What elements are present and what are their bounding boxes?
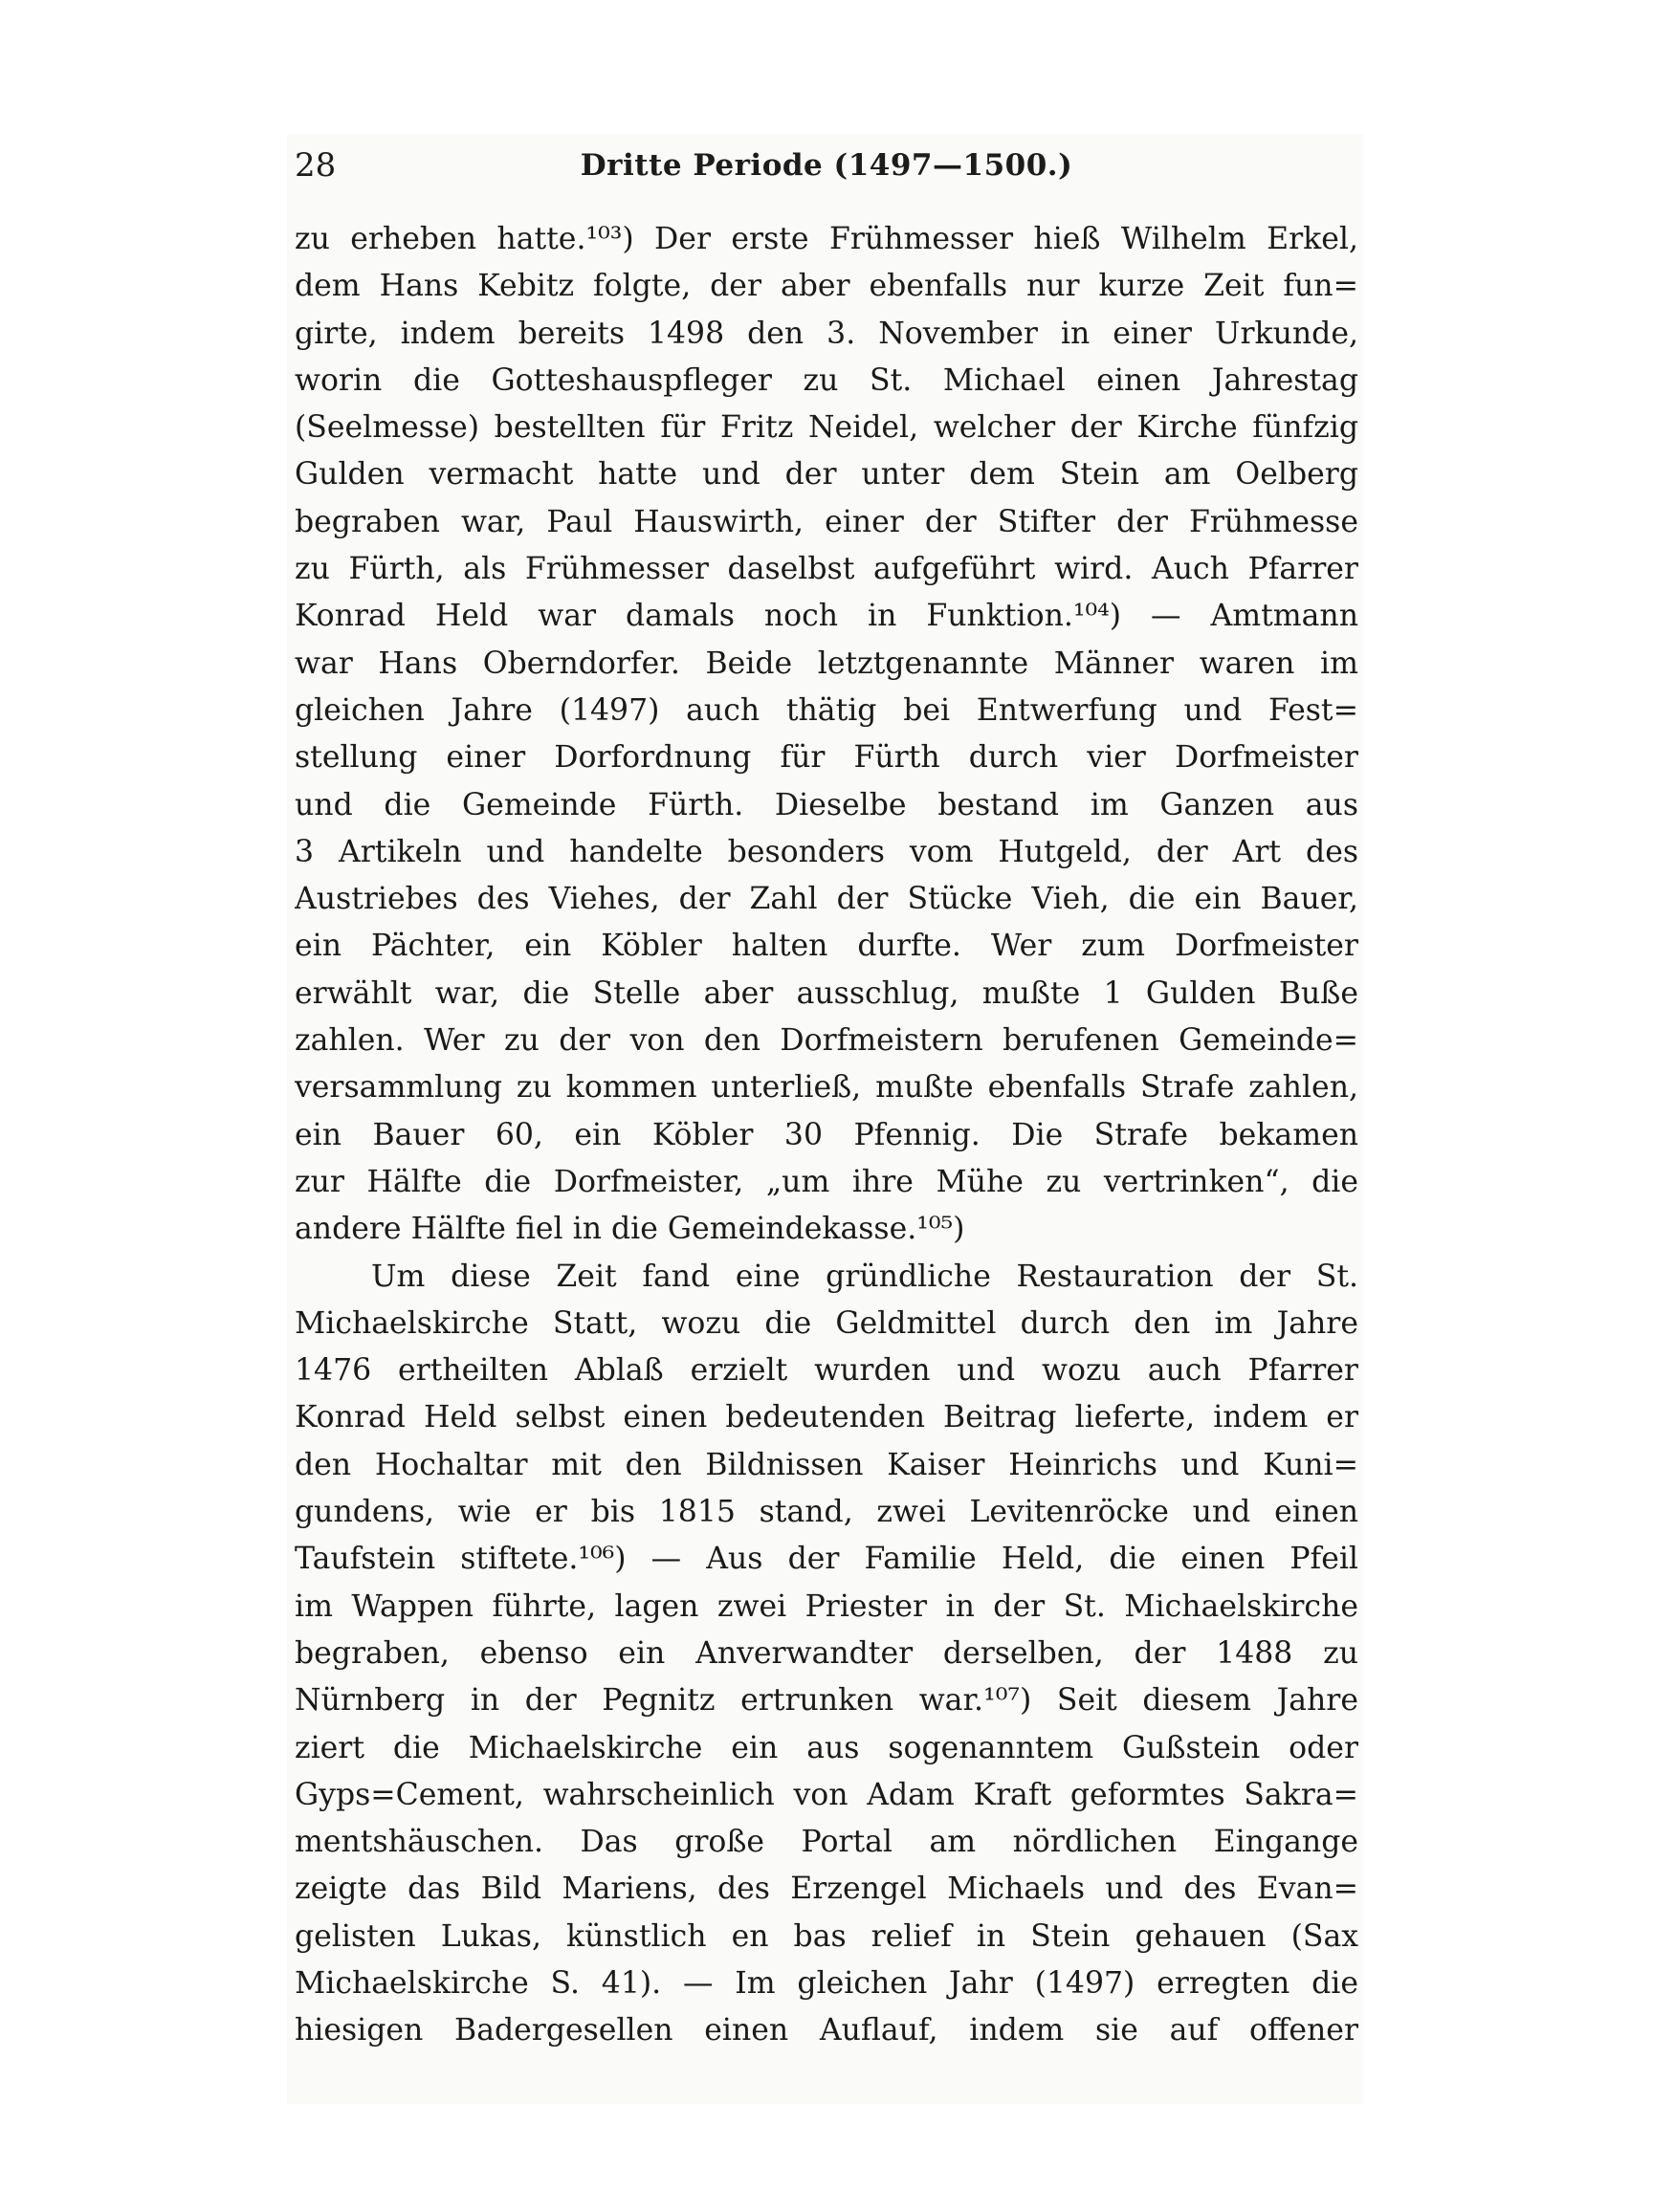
- text-line: zu Fürth, als Frühmesser daselbst aufgeführt wird. Auch Pfarrer: [295, 552, 1358, 587]
- text-line: Konrad Held war damals noch in Funktion.¹⁰⁴) — Amtmann: [295, 599, 1358, 634]
- text-line: Taufstein stiftete.¹⁰⁶) — Aus der Familie Held, die einen Pfeil: [295, 1542, 1358, 1577]
- text-line: (Seelmesse) bestellten für Fritz Neidel, welcher der Kirche fünfzig: [295, 410, 1358, 446]
- text-line: Konrad Held selbst einen bedeutenden Beitrag lieferte, indem er: [295, 1400, 1358, 1435]
- text-line: zahlen. Wer zu der von den Dorfmeistern berufenen Gemeinde=: [295, 1023, 1358, 1059]
- text-line: Michaelskirche S. 41). — Im gleichen Jahr (1497) erregten die: [295, 1965, 1358, 2001]
- text-line: zu erheben hatte.¹⁰³) Der erste Frühmesser hieß Wilhelm Erkel,: [295, 222, 1358, 256]
- text-line: zur Hälfte die Dorfmeister, „um ihre Mühe zu vertrinken“, die: [295, 1164, 1358, 1199]
- running-title: Dritte Periode (1497—1500.): [580, 148, 1073, 183]
- text-line: hiesigen Badergesellen einen Auflauf, indem sie auf offener: [295, 2013, 1358, 2048]
- text-line: gundens, wie er bis 1815 stand, zwei Levitenröcke und einen: [295, 1495, 1358, 1530]
- text-line: begraben, ebenso ein Anverwandter derselben, der 1488 zu: [295, 1635, 1358, 1671]
- paragraph-end-line: andere Hälfte fiel in die Gemeindekasse.¹⁰⁵): [295, 1212, 965, 1247]
- text-line: Gulden vermacht hatte und der unter dem Stein am Oelberg: [295, 457, 1358, 493]
- body-text: [295, 216, 1358, 2055]
- text-line: begraben war, Paul Hauswirth, einer der Stifter der Frühmesse: [295, 504, 1358, 539]
- text-line: gelisten Lukas, künstlich en bas relief in Stein gehauen (Sax: [295, 1918, 1358, 1954]
- text-line: erwählt war, die Stelle aber ausschlug, mußte 1 Gulden Buße: [295, 975, 1358, 1011]
- text-line: ziert die Michaelskirche ein aus sogenanntem Gußstein oder: [295, 1730, 1358, 1765]
- text-line: gleichen Jahre (1497) auch thätig bei Entwerfung und Fest=: [295, 692, 1358, 728]
- text-line: worin die Gotteshauspfleger zu St. Michael einen Jahrestag: [295, 362, 1358, 398]
- text-line: stellung einer Dorfordnung für Fürth durch vier Dorfmeister: [295, 740, 1358, 776]
- text-line: Austriebes des Viehes, der Zahl der Stücke Vieh, die ein Bauer,: [295, 882, 1358, 917]
- text-line: im Wappen führte, lagen zwei Priester in der St. Michaelskirche: [295, 1588, 1358, 1624]
- text-line: zeigte das Bild Mariens, des Erzengel Michaels und des Evan=: [295, 1872, 1358, 1907]
- paragraph-start-line: Um diese Zeit fand eine gründliche Restauration der St.: [371, 1259, 1358, 1294]
- text-line: den Hochaltar mit den Bildnissen Kaiser Heinrichs und Kuni=: [295, 1447, 1358, 1482]
- text-line: versammlung zu kommen unterließ, mußte ebenfalls Strafe zahlen,: [295, 1070, 1358, 1106]
- text-line: Nürnberg in der Pegnitz ertrunken war.¹⁰⁷) Seit diesem Jahre: [295, 1683, 1358, 1719]
- text-line: ein Bauer 60, ein Köbler 30 Pfennig. Die Strafe bekamen: [295, 1117, 1358, 1152]
- text-line: ein Pächter, ein Köbler halten durfte. Wer zum Dorfmeister: [295, 929, 1358, 964]
- text-line: mentshäuschen. Das große Portal am nördlichen Eingange: [295, 1825, 1358, 1860]
- text-line: dem Hans Kebitz folgte, der aber ebenfalls nur kurze Zeit fun=: [295, 269, 1358, 304]
- page-header: [295, 142, 1358, 189]
- text-line: 3 Artikeln und handelte besonders vom Hutgeld, der Art des: [295, 834, 1358, 869]
- text-line: Gyps=Cement, wahrscheinlich von Adam Kraft geformtes Sakra=: [295, 1777, 1358, 1812]
- text-line: 1476 ertheilten Ablaß erzielt wurden und wozu auch Pfarrer: [295, 1353, 1358, 1389]
- text-line: und die Gemeinde Fürth. Dieselbe bestand im Ganzen aus: [295, 787, 1358, 822]
- text-line: war Hans Oberndorfer. Beide letztgenannte Männer waren im: [295, 646, 1358, 681]
- text-line: Michaelskirche Statt, wozu die Geldmittel durch den im Jahre: [295, 1305, 1358, 1341]
- text-line: girte, indem bereits 1498 den 3. November in einer Urkunde,: [295, 316, 1358, 351]
- page-number: 28: [295, 146, 337, 185]
